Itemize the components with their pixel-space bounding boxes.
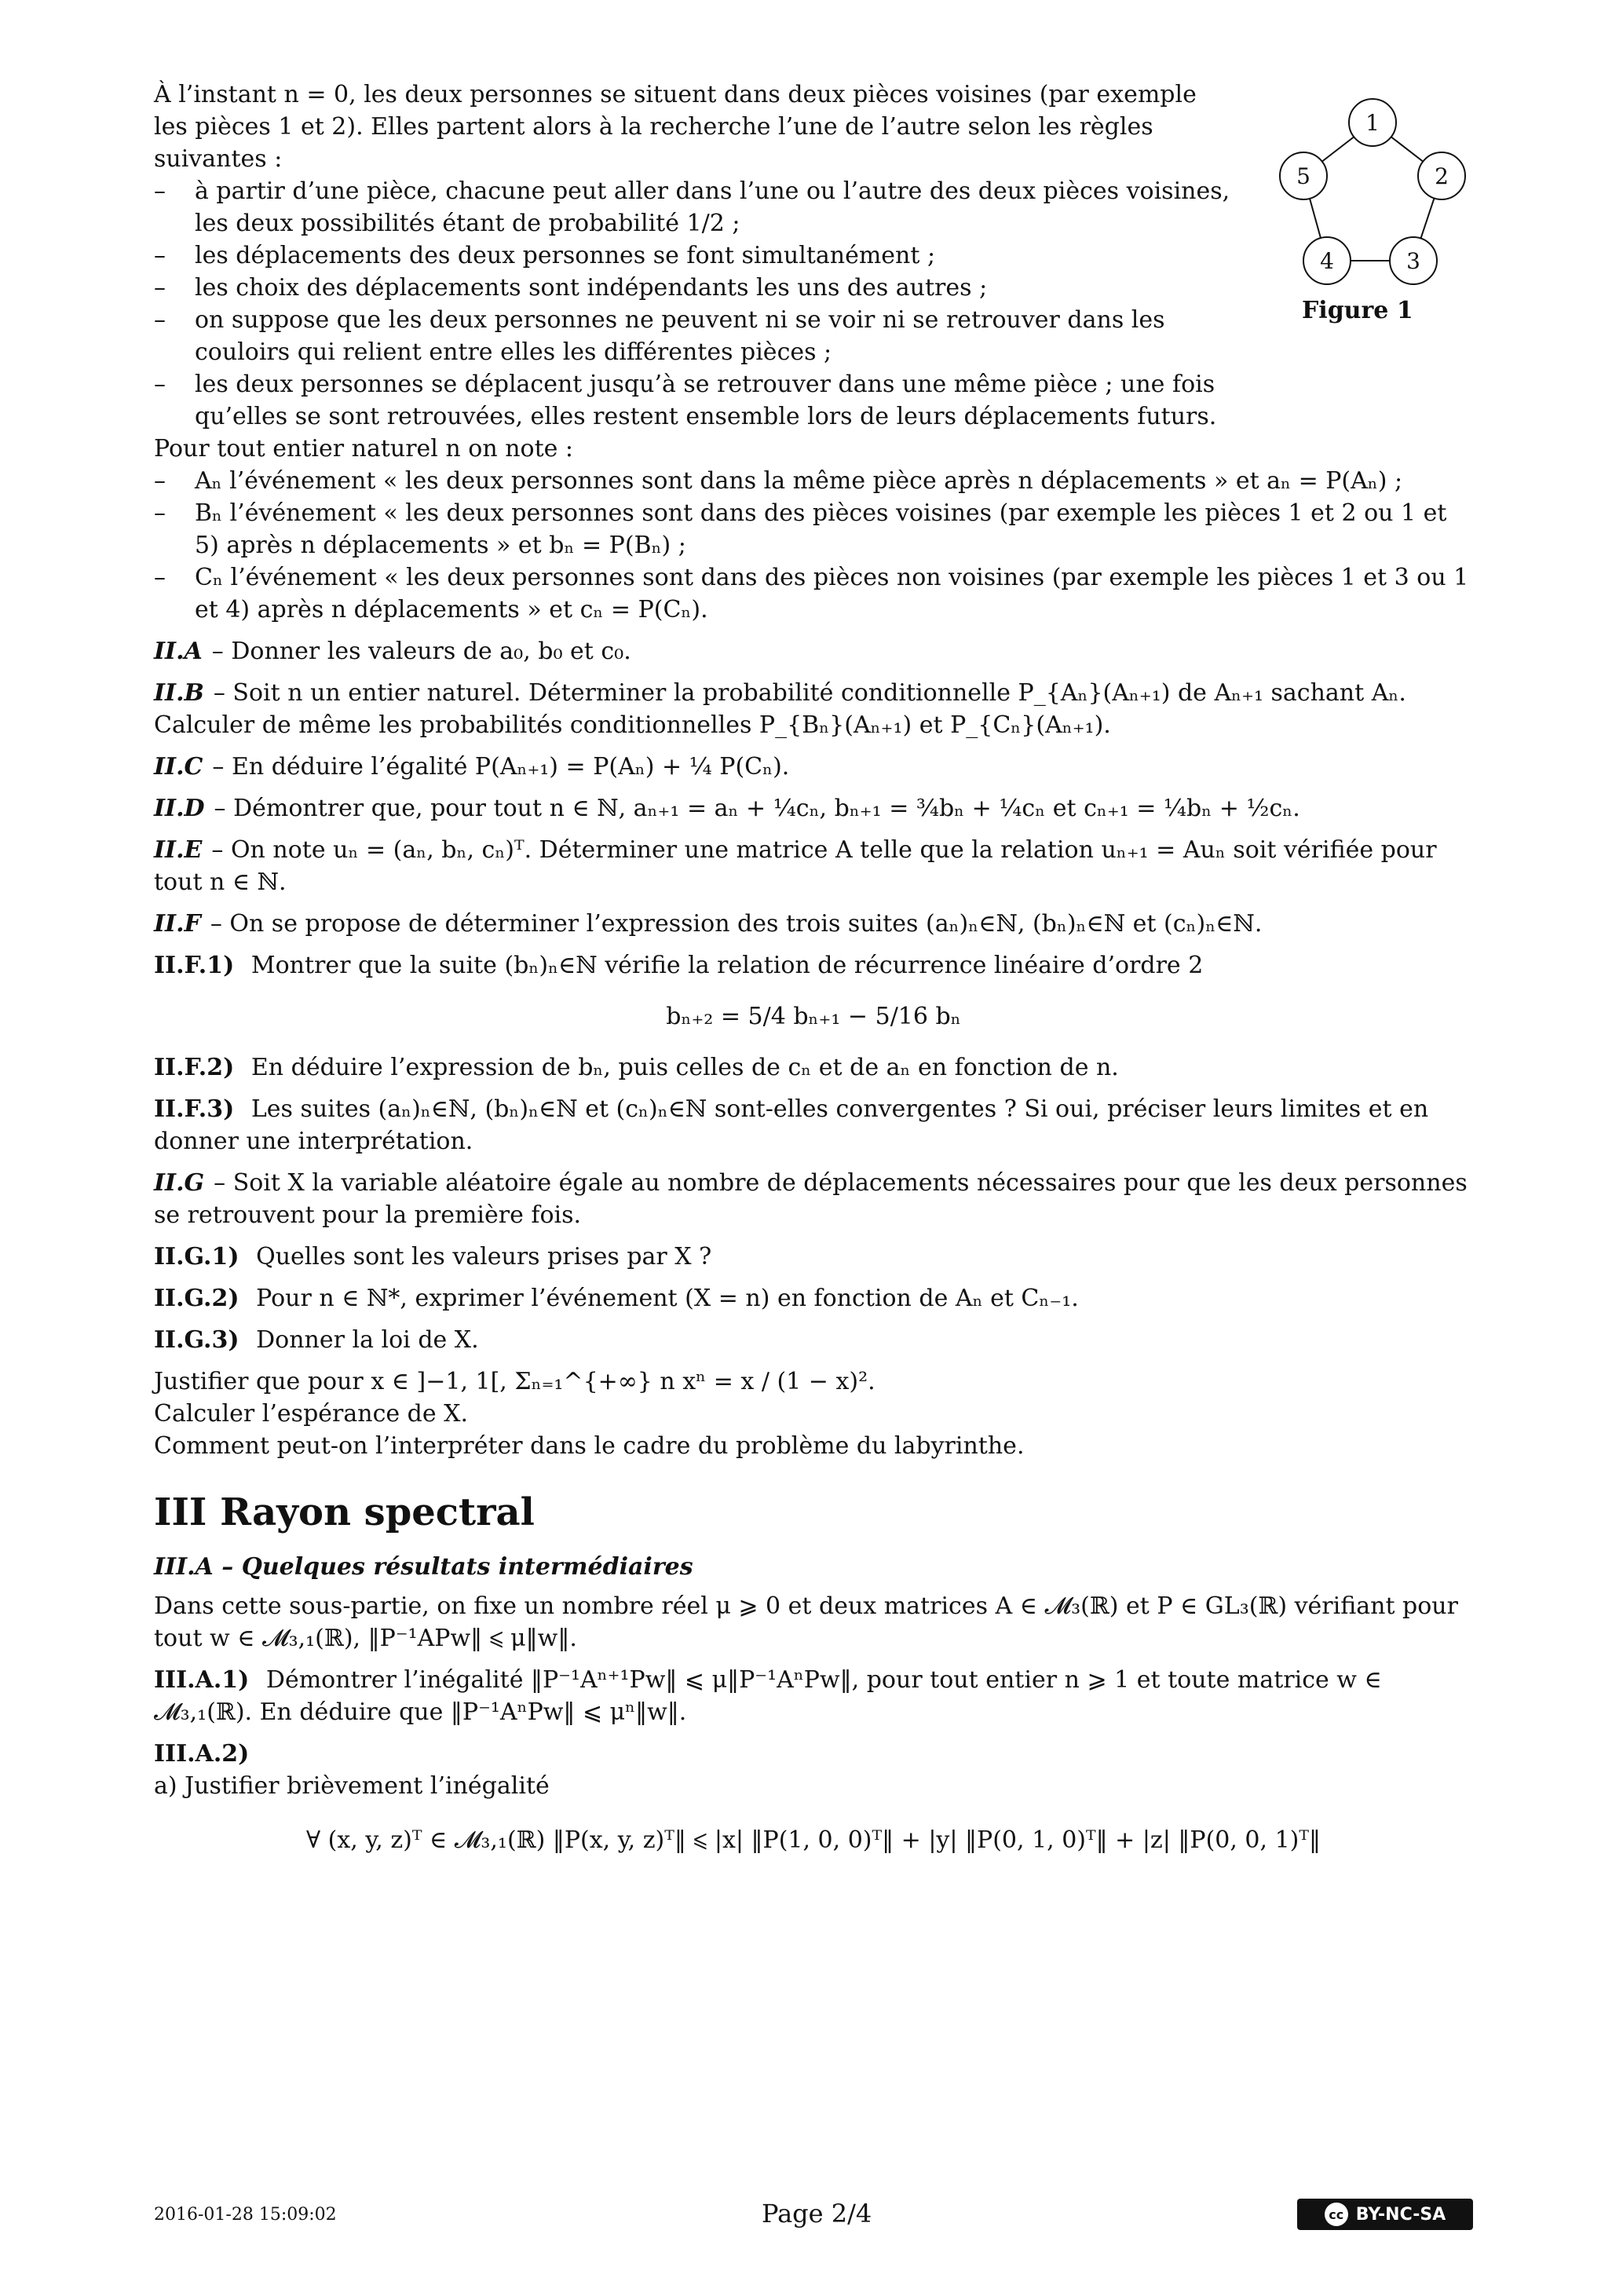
question-label: II.F <box>154 910 201 938</box>
footer-timestamp: 2016-01-28 15:09:02 <box>154 2205 337 2225</box>
question-IIA: II.A – Donner les valeurs de a₀, b₀ et c₀. <box>154 635 1473 667</box>
subsection-intro: Dans cette sous-partie, on fixe un nombre réel μ ⩾ 0 et deux matrices A ∈ 𝓜₃(ℝ) et P ∈ GL₃(ℝ) vérifiant pour tout w ∈ 𝓜₃,₁(ℝ), ‖P⁻¹APw‖ ⩽ μ‖w‖. <box>154 1592 1458 1652</box>
notation-intro: Pour tout entier naturel n on note : <box>154 435 574 462</box>
question-IIF: II.F – On se propose de déterminer l’expression des trois suites (aₙ)ₙ∈ℕ, (bₙ)ₙ∈ℕ et (cₙ)ₙ∈ℕ. <box>154 908 1473 940</box>
section-title: III Rayon spectral <box>154 1490 535 1534</box>
question-text: Démontrer que, pour tout n ∈ ℕ, aₙ₊₁ = aₙ + ¼cₙ, bₙ₊₁ = ¾bₙ + ¼cₙ et cₙ₊₁ = ¼bₙ + ½cₙ. <box>233 795 1300 822</box>
event-definition: – Bₙ l’événement « les deux personnes sont dans des pièces voisines (par exemple les pièces 1 et 2 ou 1 et 5) après n déplacements » et bₙ = P(Bₙ) ; <box>154 497 1473 561</box>
question-label: II.G.3) <box>154 1326 239 1354</box>
question-text: On note uₙ = (aₙ, bₙ, cₙ)ᵀ. Déterminer une matrice A telle que la relation uₙ₊₁ = Auₙ soit vérifiée pour tout n ∈ ℕ. <box>154 836 1437 896</box>
question-text: On se propose de déterminer l’expression des trois suites (aₙ)ₙ∈ℕ, (bₙ)ₙ∈ℕ et (cₙ)ₙ∈ℕ. <box>229 910 1263 938</box>
question-IIB-continued: Calculer de même les probabilités conditionnelles P_{Bₙ}(Aₙ₊₁) et P_{Cₙ}(Aₙ₊₁). <box>154 711 1111 739</box>
subsection-title: III.A – Quelques résultats intermédiaires <box>154 1553 693 1581</box>
question-IIG3 <box>154 1324 1473 1356</box>
question-IIG2 <box>154 1282 1473 1314</box>
question-text: Démontrer l’inégalité ‖P⁻¹Aⁿ⁺¹Pw‖ ⩽ μ‖P⁻¹AⁿPw‖, pour tout entier n ⩾ 1 et toute matrice w ∈ 𝓜₃,₁(ℝ). En déduire que ‖P⁻¹AⁿPw‖ ⩽ μⁿ‖w‖. <box>154 1666 1382 1726</box>
question-text: Montrer que la suite (bₙ)ₙ∈ℕ vérifie la relation de récurrence linéaire d’ordre 2 <box>250 952 1204 979</box>
question-label: II.F.1) <box>154 952 235 979</box>
question-text: Soit n un entier naturel. Déterminer la probabilité conditionnelle P_{Aₙ}(Aₙ₊₁) de Aₙ₊₁ sachant Aₙ. <box>232 679 1406 707</box>
question-text: Les suites (aₙ)ₙ∈ℕ, (bₙ)ₙ∈ℕ et (cₙ)ₙ∈ℕ sont-elles convergentes ? Si oui, préciser leurs limites et en donner une interprétation. <box>154 1095 1429 1155</box>
question-label: III.A.2) <box>154 1740 250 1768</box>
question-IIIA1 <box>154 1664 1473 1728</box>
license-label: BY-NC-SA <box>1355 2204 1446 2225</box>
room-label: 1 <box>1365 110 1380 136</box>
question-label: II.G.1) <box>154 1243 239 1270</box>
question-text: Pour n ∈ ℕ*, exprimer l’événement (X = n) en fonction de Aₙ et Cₙ₋₁. <box>256 1285 1079 1312</box>
rule-item: – les déplacements des deux personnes se font simultanément ; <box>154 239 1237 272</box>
creative-commons-icon: cc <box>1325 2203 1348 2226</box>
question-label: II.D <box>154 795 205 822</box>
question-label: III.A.1) <box>154 1666 250 1694</box>
rules-list <box>154 175 1237 433</box>
question-IIF1 <box>154 949 1473 982</box>
question-text: En déduire l’expression de bₙ, puis celles de cₙ et de aₙ en fonction de n. <box>250 1054 1119 1081</box>
question-IIIA2 <box>154 1738 1473 1770</box>
question-label: II.B <box>154 679 204 707</box>
question-label: II.C <box>154 753 203 781</box>
license-badge <box>1297 2199 1473 2230</box>
question-text: Donner la loi de X. <box>256 1326 479 1354</box>
question-label: II.A <box>154 638 203 665</box>
figure-caption: Figure 1 <box>1302 297 1413 324</box>
rule-item: – on suppose que les deux personnes ne peuvent ni se voir ni se retrouver dans les couloirs qui relient entre elles les différentes pièces ; <box>154 304 1237 368</box>
question-label: II.E <box>154 836 203 864</box>
event-definition: – Cₙ l’événement « les deux personnes sont dans des pièces non voisines (par exemple les pièces 1 et 3 ou 1 et 4) après n déplacements » et cₙ = P(Cₙ). <box>154 561 1473 626</box>
question-label: II.F.2) <box>154 1054 235 1081</box>
norm-inequality: ∀ (x, y, z)ᵀ ∈ 𝓜₃,₁(ℝ) ‖P(x, y, z)ᵀ‖ ⩽ |x| ‖P(1, 0, 0)ᵀ‖ + |y| ‖P(0, 1, 0)ᵀ‖ + |z| ‖P(0, 0, 1)ᵀ‖ <box>306 1826 1321 1854</box>
question-IIIA2a: a) Justifier brièvement l’inégalité <box>154 1772 550 1800</box>
question-IIE: II.E – On note uₙ = (aₙ, bₙ, cₙ)ᵀ. Déterminer une matrice A telle que la relation uₙ₊₁ = Auₙ soit vérifiée pour tout n ∈ ℕ. <box>154 834 1473 898</box>
document-page <box>154 79 1473 1878</box>
question-label: II.G <box>154 1169 205 1197</box>
rule-item: – les deux personnes se déplacent jusqu’à se retrouver dans une même pièce ; une fois qu’elles se sont retrouvées, elles restent ensemble lors de leurs déplacements futurs. <box>154 368 1237 433</box>
series-justification: Justifier que pour x ∈ ]−1, 1[, Σₙ₌₁^{+∞} n xⁿ = x / (1 − x)². <box>154 1368 875 1395</box>
question-text: Donner les valeurs de a₀, b₀ et c₀. <box>231 638 631 665</box>
question-text: En déduire l’égalité P(Aₙ₊₁) = P(Aₙ) + ¼ P(Cₙ). <box>231 753 790 781</box>
interpretation-question: Comment peut-on l’interpréter dans le cadre du problème du labyrinthe. <box>154 1432 1025 1460</box>
room-label: 2 <box>1435 163 1449 189</box>
expectation-question: Calculer l’espérance de X. <box>154 1400 469 1428</box>
question-text: Soit X la variable aléatoire égale au nombre de déplacements nécessaires pour que les deux personnes se retrouvent pour la première fois. <box>154 1169 1468 1229</box>
event-definition: – Aₙ l’événement « les deux personnes sont dans la même pièce après n déplacements » et aₙ = P(Aₙ) ; <box>154 465 1473 497</box>
rule-item: – à partir d’une pièce, chacune peut aller dans l’une ou l’autre des deux pièces voisines, les deux possibilités étant de probabilité 1/2 ; <box>154 175 1237 239</box>
intro-paragraph: À l’instant n = 0, les deux personnes se situent dans deux pièces voisines (par exemple les pièces 1 et 2). Elles partent alors à la recherche l’une de l’autre selon les règles suivantes : <box>154 81 1197 173</box>
question-IIB: II.B – Soit n un entier naturel. Déterminer la probabilité conditionnelle P_{Aₙ}(Aₙ₊₁) de Aₙ₊₁ sachant Aₙ. <box>154 677 1473 709</box>
question-IIG1 <box>154 1241 1473 1273</box>
recurrence-formula: bₙ₊₂ = 5/4 bₙ₊₁ − 5/16 bₙ <box>666 1003 961 1030</box>
question-IIF2 <box>154 1051 1473 1084</box>
page-number: Page 2/4 <box>762 2199 872 2228</box>
question-IIC: II.C – En déduire l’égalité P(Aₙ₊₁) = P(Aₙ) + ¼ P(Cₙ). <box>154 751 1473 783</box>
question-label: II.F.3) <box>154 1095 235 1123</box>
room-label: 4 <box>1320 248 1334 274</box>
question-label: II.G.2) <box>154 1285 239 1312</box>
question-IIF3 <box>154 1093 1473 1157</box>
question-IIG: II.G – Soit X la variable aléatoire égale au nombre de déplacements nécessaires pour que les deux personnes se retrouvent pour la première fois. <box>154 1167 1473 1231</box>
rule-item: – les choix des déplacements sont indépendants les uns des autres ; <box>154 272 1237 304</box>
question-text: Quelles sont les valeurs prises par X ? <box>256 1243 712 1270</box>
room-label: 5 <box>1296 163 1310 189</box>
question-IID: II.D – Démontrer que, pour tout n ∈ ℕ, aₙ₊₁ = aₙ + ¼cₙ, bₙ₊₁ = ¾bₙ + ¼cₙ et cₙ₊₁ = ¼bₙ + ½cₙ. <box>154 792 1473 824</box>
room-label: 3 <box>1406 248 1420 274</box>
